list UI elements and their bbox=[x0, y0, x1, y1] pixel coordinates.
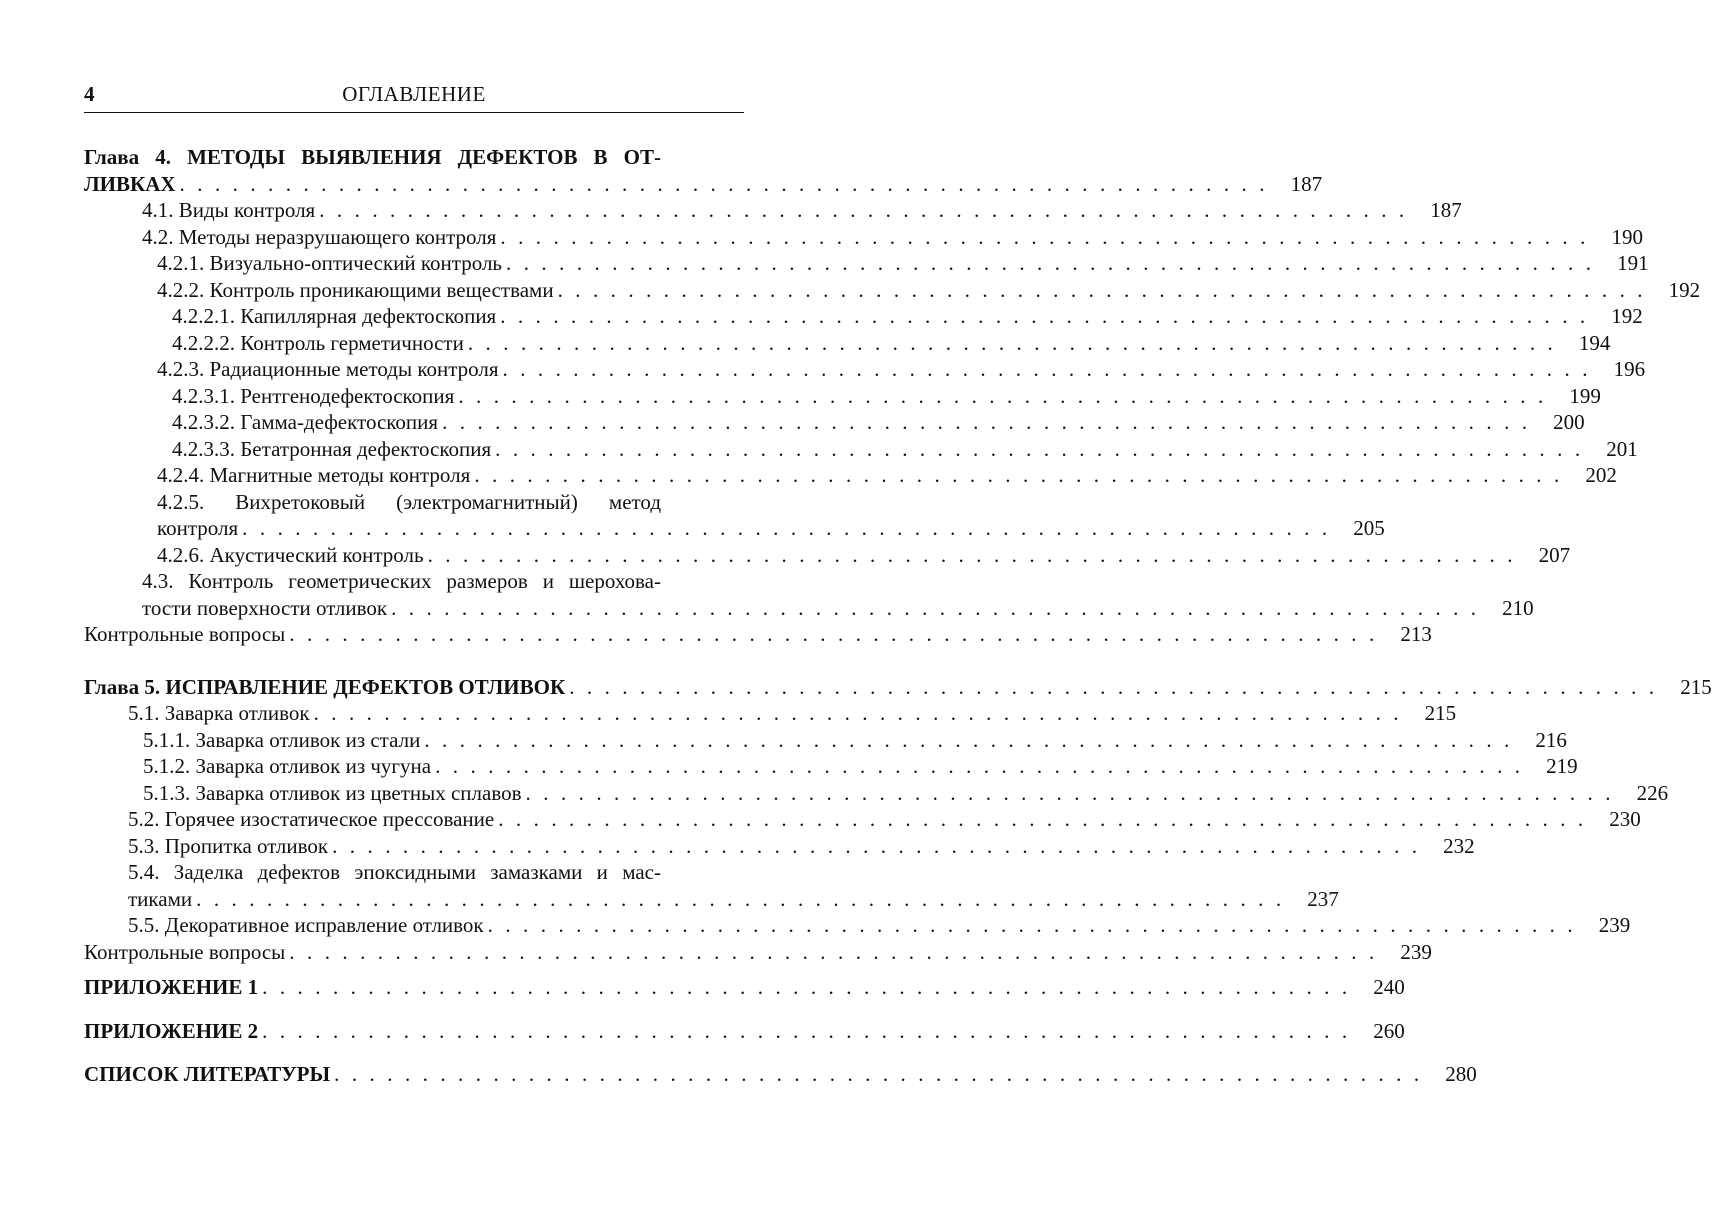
toc-page-number: 202 bbox=[1585, 463, 1617, 487]
running-title: ОГЛАВЛЕНИЕ bbox=[342, 82, 486, 106]
toc-page-number: 192 bbox=[1668, 277, 1701, 302]
toc-section-4-2-3-2[interactable] bbox=[84, 409, 1585, 436]
toc-entry-title: Контрольные вопросы bbox=[84, 939, 286, 964]
dot-leader: . . . . . . . . . . . . . . . . . . . . . . . . . . . . . . . . . . . . . . . . . . . . . . . . . . . . . . . . . . . . . . bbox=[498, 807, 1587, 831]
toc-section-4-2[interactable] bbox=[84, 224, 1643, 251]
toc-section-5-1-3[interactable] bbox=[84, 780, 1669, 807]
toc-entry-title-continued: тиками bbox=[128, 886, 193, 911]
toc-entry-title: 4.2.2. Контроль проникающими веществами bbox=[157, 277, 554, 302]
dot-leader: . . . . . . . . . . . . . . . . . . . . . . . . . . . . . . . . . . . . . . . . . . . . . . . . . . . . . . . . . . . . . . bbox=[313, 701, 1403, 725]
toc-section-5-4[interactable] bbox=[84, 859, 1339, 912]
toc-chapter-5[interactable] bbox=[84, 674, 1712, 701]
toc-appendix-2[interactable] bbox=[84, 1018, 1405, 1045]
toc-entry-title: 4.2.3.1. Рентгенодефектоскопия bbox=[172, 383, 455, 408]
dot-leader: . . . . . . . . . . . . . . . . . . . . . . . . . . . . . . . . . . . . . . . . . . . . . . . . . . . . . . . . . . . . . . bbox=[474, 463, 1563, 487]
dot-leader: . . . . . . . . . . . . . . . . . . . . . . . . . . . . . . . . . . . . . . . . . . . . . . . . . . . . . . . . . . . . . . bbox=[332, 833, 1421, 858]
toc-entry-title: 5.1.2. Заварка отливок из чугуна bbox=[143, 754, 432, 778]
dot-leader: . . . . . . . . . . . . . . . . . . . . . . . . . . . . . . . . . . . . . . . . . . . . . . . . . . . . . . . . . . . . . . bbox=[289, 622, 1378, 646]
toc-section-4-2-1[interactable] bbox=[84, 250, 1649, 277]
toc-page-number: 219 bbox=[1546, 754, 1578, 778]
toc-entry-title: Глава 5. ИСПРАВЛЕНИЕ ДЕФЕКТОВ ОТЛИВОК bbox=[84, 674, 566, 699]
toc-entry-title-continued: тости поверхности отливок bbox=[142, 595, 388, 620]
toc-section-4-2-2-1[interactable] bbox=[84, 303, 1643, 330]
toc-references[interactable] bbox=[84, 1061, 1477, 1088]
toc-page-number: 187 bbox=[1430, 198, 1462, 222]
dot-leader: . . . . . . . . . . . . . . . . . . . . . . . . . . . . . . . . . . . . . . . . . . . . . . . . . . . . . . . . . . . . . . bbox=[196, 886, 1285, 911]
toc-entry-title: 5.3. Пропитка отливок bbox=[128, 833, 329, 858]
toc-page-number: 226 bbox=[1636, 780, 1669, 805]
toc-entry-title-continued: ЛИВКАХ bbox=[84, 171, 176, 196]
toc-section-5-1-1[interactable] bbox=[84, 727, 1567, 754]
toc-entry-title: 4.2.3.2. Гамма-дефектоскопия bbox=[172, 410, 439, 434]
toc-section-4-2-3[interactable] bbox=[84, 356, 1646, 383]
toc-page-number: 216 bbox=[1535, 727, 1567, 752]
dot-leader: . . . . . . . . . . . . . . . . . . . . . . . . . . . . . . . . . . . . . . . . . . . . . . . . . . . . . . . . . . . . . . bbox=[319, 198, 1408, 222]
toc-page-number: 196 bbox=[1613, 357, 1646, 381]
toc-page-number: 205 bbox=[1353, 516, 1385, 540]
toc-section-4-2-2[interactable] bbox=[84, 277, 1701, 304]
toc-page-number: 215 bbox=[1680, 674, 1712, 699]
toc-entry-title: 5.1. Заварка отливок bbox=[128, 701, 310, 725]
toc-section-4-2-2-2[interactable] bbox=[84, 330, 1611, 357]
header-rule bbox=[84, 112, 744, 113]
toc-entry-title: 4.2.4. Магнитные методы контроля bbox=[157, 463, 471, 487]
toc-review-questions-ch5[interactable] bbox=[84, 939, 1432, 966]
toc-section-4-2-5[interactable] bbox=[84, 489, 1385, 542]
toc-page-number: 192 bbox=[1611, 304, 1643, 328]
toc-page-number: 230 bbox=[1609, 807, 1641, 831]
toc-page-number: 239 bbox=[1400, 939, 1432, 964]
page-number: 4 bbox=[84, 82, 95, 106]
toc-chapter-4[interactable] bbox=[84, 144, 1323, 197]
toc-page-number: 194 bbox=[1578, 330, 1611, 355]
toc-entry-title: 5.4. Заделка дефектов эпоксидными замазками и мас- bbox=[128, 860, 661, 884]
toc-section-5-1[interactable] bbox=[84, 700, 1457, 727]
dot-leader: . . . . . . . . . . . . . . . . . . . . . . . . . . . . . . . . . . . . . . . . . . . . . . . . . . . . . . . . . . . . . . bbox=[442, 410, 1531, 434]
toc-entry-title: 4.2.1. Визуально-оптический контроль bbox=[157, 251, 503, 275]
toc-appendix-1[interactable] bbox=[84, 974, 1405, 1001]
toc-page-number: 237 bbox=[1307, 886, 1339, 911]
toc-page-number: 239 bbox=[1598, 913, 1631, 937]
toc-page-number: 280 bbox=[1445, 1062, 1477, 1086]
toc-entry-title: 5.1.3. Заварка отливок из цветных сплавов bbox=[143, 780, 522, 805]
toc-section-4-2-3-3[interactable] bbox=[84, 436, 1638, 463]
dot-leader: . . . . . . . . . . . . . . . . . . . . . . . . . . . . . . . . . . . . . . . . . . . . . . . . . . . . . . . . . . . . . . bbox=[487, 913, 1577, 937]
toc-page-number: 191 bbox=[1617, 251, 1649, 275]
dot-leader: . . . . . . . . . . . . . . . . . . . . . . . . . . . . . . . . . . . . . . . . . . . . . . . . . . . . . . . . . . . . . . bbox=[179, 171, 1269, 196]
dot-leader: . . . . . . . . . . . . . . . . . . . . . . . . . . . . . . . . . . . . . . . . . . . . . . . . . . . . . . . . . . . . . . bbox=[427, 542, 1517, 567]
toc-entry-title: 4.2.3. Радиационные методы контроля bbox=[157, 357, 499, 381]
toc-page-number: 260 bbox=[1373, 1018, 1405, 1043]
dot-leader: . . . . . . . . . . . . . . . . . . . . . . . . . . . . . . . . . . . . . . . . . . . . . . . . . . . . . . . . . . . . . . bbox=[569, 674, 1658, 699]
toc-section-5-1-2[interactable] bbox=[84, 753, 1578, 780]
toc-section-4-2-4[interactable] bbox=[84, 462, 1617, 489]
toc-page-number: 190 bbox=[1611, 224, 1643, 249]
dot-leader: . . . . . . . . . . . . . . . . . . . . . . . . . . . . . . . . . . . . . . . . . . . . . . . . . . . . . . . . . . . . . . bbox=[502, 357, 1592, 381]
page-header bbox=[84, 78, 744, 110]
toc-page-number: 210 bbox=[1502, 595, 1534, 620]
toc-page-number: 240 bbox=[1373, 975, 1405, 999]
toc-entry-title: 5.5. Декоративное исправление отливок bbox=[128, 913, 484, 937]
toc-section-4-2-6[interactable] bbox=[84, 542, 1571, 569]
toc-page-number: 200 bbox=[1553, 410, 1585, 434]
toc-section-4-3[interactable] bbox=[84, 568, 1534, 621]
dot-leader: . . . . . . . . . . . . . . . . . . . . . . . . . . . . . . . . . . . . . . . . . . . . . . . . . . . . . . . . . . . . . . bbox=[506, 251, 1595, 275]
toc-page-number: 207 bbox=[1538, 542, 1571, 567]
toc-entry-title: ПРИЛОЖЕНИЕ 1 bbox=[84, 975, 259, 999]
dot-leader: . . . . . . . . . . . . . . . . . . . . . . . . . . . . . . . . . . . . . . . . . . . . . . . . . . . . . . . . . . . . . . bbox=[242, 516, 1331, 540]
toc-section-4-2-3-1[interactable] bbox=[84, 383, 1601, 410]
dot-leader: . . . . . . . . . . . . . . . . . . . . . . . . . . . . . . . . . . . . . . . . . . . . . . . . . . . . . . . . . . . . . . bbox=[525, 780, 1615, 805]
toc-entry-title: 5.2. Горячее изостатическое прессование bbox=[128, 807, 495, 831]
toc-entry-title: 4.2.6. Акустический контроль bbox=[157, 542, 424, 567]
toc-page-number: 232 bbox=[1443, 833, 1475, 858]
toc-entry-title: 4.2.2.2. Контроль герметичности bbox=[172, 330, 464, 355]
dot-leader: . . . . . . . . . . . . . . . . . . . . . . . . . . . . . . . . . . . . . . . . . . . . . . . . . . . . . . . . . . . . . . bbox=[435, 754, 1524, 778]
toc-entry-title: 4.1. Виды контроля bbox=[142, 198, 316, 222]
dot-leader: . . . . . . . . . . . . . . . . . . . . . . . . . . . . . . . . . . . . . . . . . . . . . . . . . . . . . . . . . . . . . . bbox=[500, 304, 1589, 328]
toc-entry-title: 4.2.5. Вихретоковый (электромагнитный) метод bbox=[157, 489, 661, 514]
toc-section-5-3[interactable] bbox=[84, 833, 1475, 860]
toc-entry-title: Контрольные вопросы bbox=[84, 622, 286, 646]
table-of-contents bbox=[84, 144, 1712, 1088]
dot-leader: . . . . . . . . . . . . . . . . . . . . . . . . . . . . . . . . . . . . . . . . . . . . . . . . . . . . . . . . . . . . . . bbox=[334, 1062, 1423, 1086]
dot-leader: . . . . . . . . . . . . . . . . . . . . . . . . . . . . . . . . . . . . . . . . . . . . . . . . . . . . . . . . . . . . . . bbox=[557, 277, 1647, 302]
toc-page-number: 187 bbox=[1290, 171, 1323, 196]
dot-leader: . . . . . . . . . . . . . . . . . . . . . . . . . . . . . . . . . . . . . . . . . . . . . . . . . . . . . . . . . . . . . . bbox=[467, 330, 1557, 355]
toc-entry-title-continued: контроля bbox=[157, 516, 239, 540]
toc-page-number: 199 bbox=[1569, 383, 1601, 408]
toc-review-questions-ch4[interactable] bbox=[84, 621, 1432, 648]
dot-leader: . . . . . . . . . . . . . . . . . . . . . . . . . . . . . . . . . . . . . . . . . . . . . . . . . . . . . . . . . . . . . . bbox=[458, 383, 1547, 408]
dot-leader: . . . . . . . . . . . . . . . . . . . . . . . . . . . . . . . . . . . . . . . . . . . . . . . . . . . . . . . . . . . . . . bbox=[262, 975, 1351, 999]
toc-entry-title: 4.3. Контроль геометрических размеров и шерохова- bbox=[142, 569, 661, 593]
toc-page-number: 213 bbox=[1400, 622, 1432, 646]
dot-leader: . . . . . . . . . . . . . . . . . . . . . . . . . . . . . . . . . . . . . . . . . . . . . . . . . . . . . . . . . . . . . . bbox=[424, 727, 1513, 752]
toc-entry-title: ПРИЛОЖЕНИЕ 2 bbox=[84, 1018, 259, 1043]
toc-entry-title: 4.2.2.1. Капиллярная дефектоскопия bbox=[172, 304, 497, 328]
toc-section-5-2[interactable] bbox=[84, 806, 1641, 833]
toc-section-4-1[interactable] bbox=[84, 197, 1462, 224]
toc-section-5-5[interactable] bbox=[84, 912, 1631, 939]
toc-page-number: 201 bbox=[1606, 436, 1638, 461]
dot-leader: . . . . . . . . . . . . . . . . . . . . . . . . . . . . . . . . . . . . . . . . . . . . . . . . . . . . . . . . . . . . . . bbox=[500, 224, 1589, 249]
dot-leader: . . . . . . . . . . . . . . . . . . . . . . . . . . . . . . . . . . . . . . . . . . . . . . . . . . . . . . . . . . . . . . bbox=[262, 1018, 1351, 1043]
toc-entry-title: 5.1.1. Заварка отливок из стали bbox=[143, 727, 421, 752]
toc-page-number: 215 bbox=[1424, 701, 1457, 725]
toc-entry-title: 4.2. Методы неразрушающего контроля bbox=[142, 224, 497, 249]
dot-leader: . . . . . . . . . . . . . . . . . . . . . . . . . . . . . . . . . . . . . . . . . . . . . . . . . . . . . . . . . . . . . . bbox=[391, 595, 1480, 620]
toc-entry-title: Глава 4. МЕТОДЫ ВЫЯВЛЕНИЯ ДЕФЕКТОВ В ОТ- bbox=[84, 145, 661, 169]
toc-entry-title: СПИСОК ЛИТЕРАТУРЫ bbox=[84, 1062, 331, 1086]
toc-entry-title: 4.2.3.3. Бетатронная дефектоскопия bbox=[172, 436, 492, 461]
dot-leader: . . . . . . . . . . . . . . . . . . . . . . . . . . . . . . . . . . . . . . . . . . . . . . . . . . . . . . . . . . . . . . bbox=[495, 436, 1584, 461]
dot-leader: . . . . . . . . . . . . . . . . . . . . . . . . . . . . . . . . . . . . . . . . . . . . . . . . . . . . . . . . . . . . . . bbox=[289, 939, 1378, 964]
